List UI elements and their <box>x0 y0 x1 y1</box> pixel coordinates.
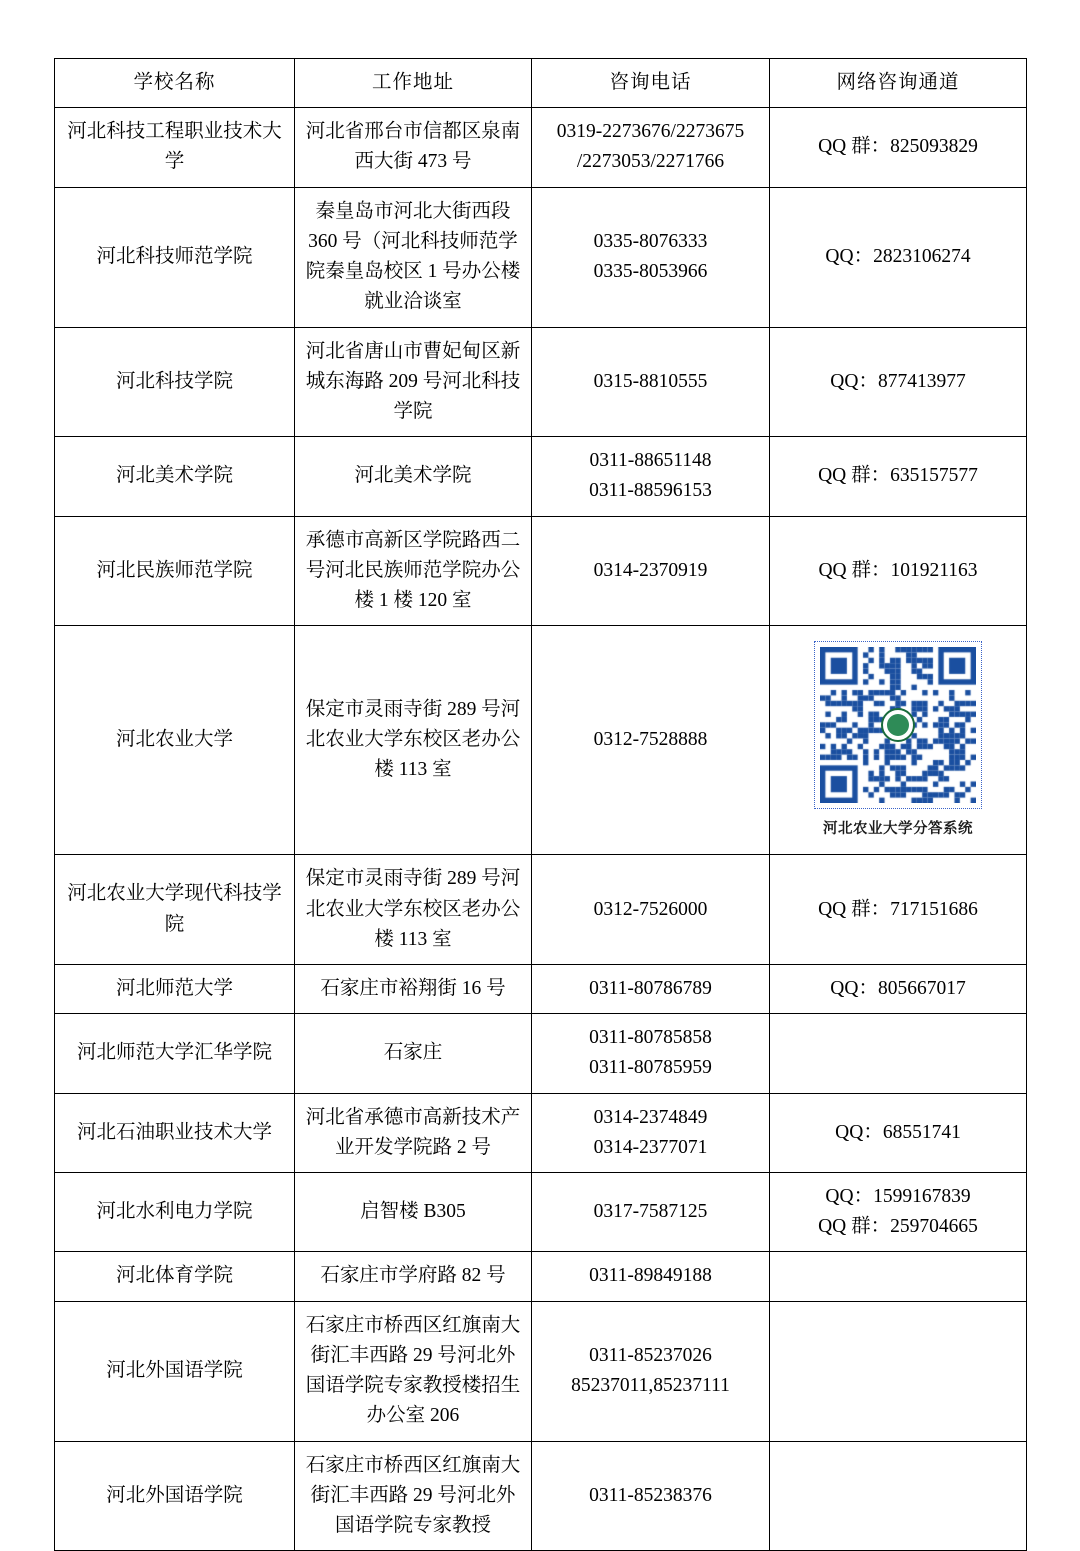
table-header <box>55 59 1027 108</box>
table-row <box>55 1252 1027 1301</box>
consultation-table <box>54 58 1027 1551</box>
cell-school: 河北科技学院 <box>55 327 295 437</box>
cell-online-qr <box>770 626 1027 855</box>
phone-line: 0314-2374849 <box>593 1106 708 1128</box>
table-body <box>55 108 1027 1551</box>
phone-line: 0311-85237026 <box>589 1344 712 1366</box>
cell-address: 石家庄市桥西区红旗南大街汇丰西路 29 号河北外国语学院专家教授 <box>295 1441 532 1551</box>
cell-online <box>770 1301 1027 1441</box>
cell-school: 河北外国语学院 <box>55 1441 295 1551</box>
cell-online: QQ 群：717151686 <box>770 855 1027 965</box>
phone-line: 0311-85238376 <box>589 1484 712 1506</box>
cell-address: 河北省邢台市信都区泉南西大街 473 号 <box>295 108 532 187</box>
cell-address: 石家庄市裕翔街 16 号 <box>295 964 532 1013</box>
column-header-online: 网络咨询通道 <box>770 59 1027 108</box>
cell-phone <box>532 187 770 327</box>
phone-line: 0311-89849188 <box>589 1265 712 1287</box>
table-row <box>55 437 1027 516</box>
cell-school: 河北科技工程职业技术大学 <box>55 108 295 187</box>
table-row <box>55 1441 1027 1551</box>
cell-phone <box>532 108 770 187</box>
phone-line: 0311-80785959 <box>589 1057 712 1079</box>
cell-phone <box>532 855 770 965</box>
cell-school: 河北民族师范学院 <box>55 516 295 626</box>
phone-line: 0335-8076333 <box>593 230 708 252</box>
cell-online <box>770 1441 1027 1551</box>
table-row <box>55 1014 1027 1093</box>
phone-line: 0314-2377071 <box>593 1136 708 1158</box>
cell-school: 河北科技师范学院 <box>55 187 295 327</box>
table-row <box>55 1301 1027 1441</box>
cell-school: 河北师范大学 <box>55 964 295 1013</box>
phone-line: 0335-8053966 <box>593 261 708 283</box>
cell-phone <box>532 1173 770 1252</box>
cell-online: QQ：805667017 <box>770 964 1027 1013</box>
table-row <box>55 626 1027 855</box>
cell-phone <box>532 626 770 855</box>
table-row <box>55 187 1027 327</box>
cell-address: 保定市灵雨寺街 289 号河北农业大学东校区老办公楼 113 室 <box>295 855 532 965</box>
column-header-phone: 咨询电话 <box>532 59 770 108</box>
phone-line: /2273053/2271766 <box>576 151 725 173</box>
cell-online: QQ 群：635157577 <box>770 437 1027 516</box>
cell-address: 石家庄市桥西区红旗南大街汇丰西路 29 号河北外国语学院专家教授楼招生办公室 206 <box>295 1301 532 1441</box>
phone-line: 0311-80785858 <box>589 1027 712 1049</box>
table-header-row <box>55 59 1027 108</box>
cell-phone <box>532 516 770 626</box>
qr-code[interactable] <box>814 641 982 809</box>
cell-online: QQ：68551741 <box>770 1093 1027 1172</box>
cell-school: 河北水利电力学院 <box>55 1173 295 1252</box>
cell-phone <box>532 1301 770 1441</box>
table-row <box>55 516 1027 626</box>
phone-line: 0317-7587125 <box>593 1201 708 1223</box>
column-header-address: 工作地址 <box>295 59 532 108</box>
phone-line: 0311-88651148 <box>589 450 712 472</box>
qr-caption: 河北农业大学分答系统 <box>823 820 973 837</box>
cell-school: 河北石油职业技术大学 <box>55 1093 295 1172</box>
phone-line: 0312-7528888 <box>593 729 708 751</box>
cell-address: 承德市高新区学院路西二号河北民族师范学院办公楼 1 楼 120 室 <box>295 516 532 626</box>
cell-address: 河北省唐山市曹妃甸区新城东海路 209 号河北科技学院 <box>295 327 532 437</box>
cell-phone <box>532 437 770 516</box>
phone-line: 0312-7526000 <box>593 898 708 920</box>
cell-phone <box>532 1441 770 1551</box>
cell-address: 河北省承德市高新技术产业开发学院路 2 号 <box>295 1093 532 1172</box>
cell-online: QQ 群：101921163 <box>770 516 1027 626</box>
phone-line: 0311-88596153 <box>589 480 712 502</box>
cell-online <box>770 1252 1027 1301</box>
cell-address: 秦皇岛市河北大街西段 360 号（河北科技师范学院秦皇岛校区 1 号办公楼就业洽谈室 <box>295 187 532 327</box>
cell-online: QQ：2823106274 <box>770 187 1027 327</box>
cell-online: QQ：877413977 <box>770 327 1027 437</box>
cell-online <box>770 1014 1027 1093</box>
cell-phone <box>532 964 770 1013</box>
table-row <box>55 855 1027 965</box>
cell-online: QQ 群：825093829 <box>770 108 1027 187</box>
online-line: QQ：1599167839 <box>825 1186 971 1208</box>
cell-address: 保定市灵雨寺街 289 号河北农业大学东校区老办公楼 113 室 <box>295 626 532 855</box>
cell-school: 河北外国语学院 <box>55 1301 295 1441</box>
phone-line: 85237011,85237111 <box>571 1375 730 1397</box>
table-row <box>55 1173 1027 1252</box>
cell-school: 河北体育学院 <box>55 1252 295 1301</box>
cell-online <box>770 1173 1027 1252</box>
phone-line: 0319-2273676/2273675 <box>556 121 745 143</box>
cell-phone <box>532 1093 770 1172</box>
phone-line: 0315-8810555 <box>593 370 708 392</box>
online-line: QQ 群：259704665 <box>818 1216 978 1238</box>
cell-school: 河北农业大学现代科技学院 <box>55 855 295 965</box>
cell-school: 河北师范大学汇华学院 <box>55 1014 295 1093</box>
cell-address: 河北美术学院 <box>295 437 532 516</box>
table-row <box>55 1093 1027 1172</box>
cell-address: 石家庄 <box>295 1014 532 1093</box>
cell-address: 启智楼 B305 <box>295 1173 532 1252</box>
phone-line: 0314-2370919 <box>593 559 708 581</box>
table-row <box>55 327 1027 437</box>
qr-logo-icon <box>881 708 915 742</box>
cell-school: 河北美术学院 <box>55 437 295 516</box>
phone-line: 0311-80786789 <box>589 977 712 999</box>
table-row <box>55 964 1027 1013</box>
cell-phone <box>532 1014 770 1093</box>
cell-phone <box>532 327 770 437</box>
column-header-school: 学校名称 <box>55 59 295 108</box>
table-row <box>55 108 1027 187</box>
cell-address: 石家庄市学府路 82 号 <box>295 1252 532 1301</box>
cell-school: 河北农业大学 <box>55 626 295 855</box>
cell-phone <box>532 1252 770 1301</box>
